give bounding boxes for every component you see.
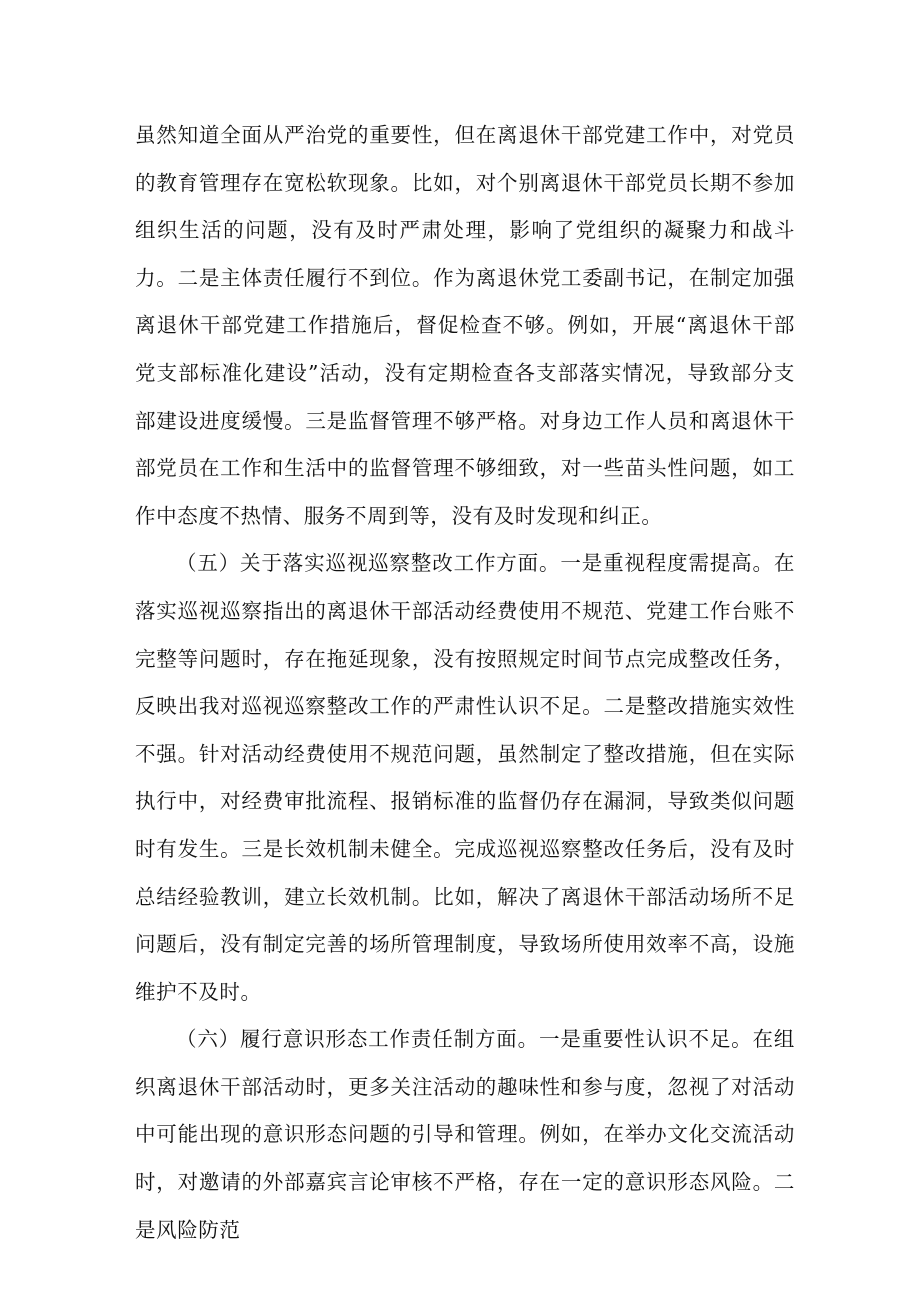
paragraph-party-building-continuation: 虽然知道全面从严治党的重要性，但在离退休干部党建工作中，对党员的教育管理存在宽松软现象。比如，对个别离退休干部党员长期不参加组织生活的问题，没有及时严肃处理，影响了党组织的凝聚力和战斗力。二是主体责任履行不到位。作为离退休党工委副书记，在制定加强离退休干部党建工作措施后，督促检查不够。例如，开展“离退休干部党支部标准化建设”活动，没有定期检查各支部落实情况，导致部分支部建设进度缓慢。三是监督管理不够严格。对身边工作人员和离退休干部党员在工作和生活中的监督管理不够细致，对一些苗头性问题，如工作中态度不热情、服务不周到等，没有及时发现和纠正。 <box>135 123 795 528</box>
paragraph-ideology-responsibility: （六）履行意识形态工作责任制方面。一是重要性认识不足。在组织离退休干部活动时，更多关注活动的趣味性和参与度，忽视了对活动中可能出现的意识形态问题的引导和管理。例如，在举办文化交流活动时，对邀请的外部嘉宾言论审核不严格，存在一定的意识形态风险。二是风险防范 <box>135 1027 795 1242</box>
document-body <box>135 112 795 1254</box>
paragraph-inspection-rectification: （五）关于落实巡视巡察整改工作方面。一是重视程度需提高。在落实巡视巡察指出的离退休干部活动经费使用不规范、党建工作台账不完整等问题时，存在拖延现象，没有按照规定时间节点完成整改任务，反映出我对巡视巡察整改工作的严肃性认识不足。二是整改措施实效性不强。针对活动经费使用不规范问题，虽然制定了整改措施，但在实际执行中，对经费审批流程、报销标准的监督仍存在漏洞，导致类似问题时有发生。三是长效机制未健全。完成巡视巡察整改任务后，没有及时总结经验教训，建立长效机制。比如，解决了离退休干部活动场所不足问题后，没有制定完善的场所管理制度，导致场所使用效率不高，设施维护不及时。 <box>135 551 795 1004</box>
